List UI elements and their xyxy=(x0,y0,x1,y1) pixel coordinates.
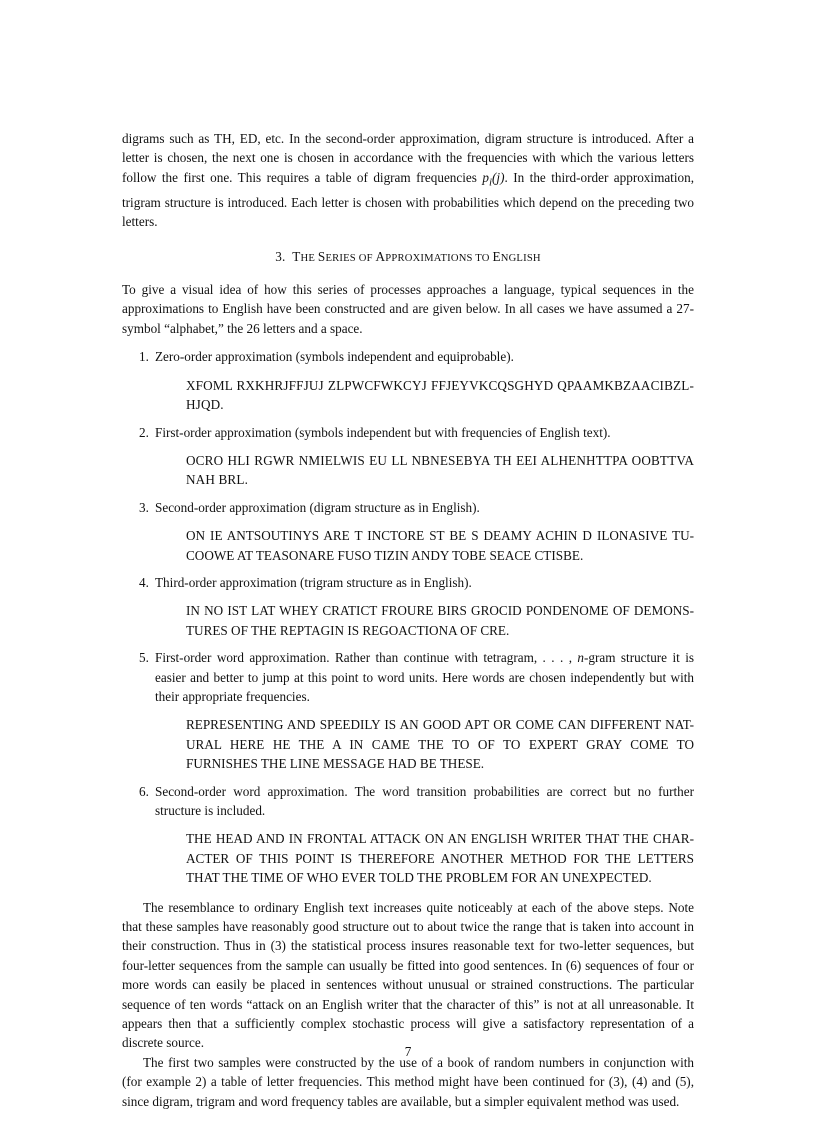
list-item xyxy=(122,498,694,565)
digram-frequency-symbol: $p_i(j)$ xyxy=(482,169,505,189)
item-number: 3. xyxy=(139,499,149,515)
section-number: 3. xyxy=(275,248,286,264)
item-number: 2. xyxy=(139,424,149,440)
section-heading xyxy=(122,247,694,268)
list-item xyxy=(122,648,694,773)
intro-paragraph: digrams such as TH, ED, etc. In the second-order approximation, digram structure is introduced. After a letter is chosen, the next one is chosen in accordance with the frequencies with which the various letters follow the first one. This requires a table of digram frequencies $p_i(j)$. In the third-order approximation, trigram structure is introduced. Each letter is chosen with probabilities which depend on the preceding two letters. xyxy=(122,131,694,230)
item-description: Zero-order approximation (symbols independent and equiprobable). xyxy=(155,349,514,365)
approximation-list xyxy=(122,347,694,887)
sample-text: ON IE ANTSOUTINYS ARE T INCTORE ST BE S DEAMY ACHIN D ILONASIVE TU-COOWE AT TEASONARE FUSO TIZIN ANDY TOBE SEACE CTISBE. xyxy=(186,528,694,563)
resemblance-paragraph: The resemblance to ordinary English text increases quite noticeably at each of the above steps. Note that these samples have reasonably good structure out to about twice the range that is taken into account in their construction. Thus in (3) the statistical process insures reasonable text for two-letter sequences, but four-letter sequences from the sample can usually be fitted into good sentences. In (6) sequences of four or more words can easily be placed in sentences without unusual or strained constructions. The particular sequence of ten words “attack on an English writer that the character of this” is not at all unreasonable. It appears then that a sufficiently complex stochastic process will give a satisfactory representation of a discrete source. xyxy=(122,899,694,1051)
method-paragraph: The first two samples were constructed by the use of a book of random numbers in conjunction with (for example 2) a table of letter frequencies. This method might have been continued for (3), (4) and (5), since digram, trigram and word frequency tables are available, but a simpler equivalent method was used. xyxy=(122,1054,694,1109)
sample-text: IN NO IST LAT WHEY CRATICT FROURE BIRS GROCID PONDENOME OF DEMONS-TURES OF THE REPTAGIN IS REGOACTIONA OF CRE. xyxy=(186,603,694,638)
list-item xyxy=(122,423,694,490)
sample-text: XFOML RXKHRJFFJUJ ZLPWCFWKCYJ FFJEYVKCQSGHYD QPAAMKBZAACIBZL-HJQD. xyxy=(186,377,694,413)
item-number: 6. xyxy=(139,783,149,799)
item-description: First-order approximation (symbols independent but with frequencies of English text). xyxy=(155,424,611,440)
sample-text: REPRESENTING AND SPEEDILY IS AN GOOD APT OR COME CAN DIFFERENT NAT-URAL HERE HE THE A IN CAME THE TO OF TO EXPERT GRAY COME TO FURNISHES THE LINE MESSAGE HAD BE THESE. xyxy=(186,717,694,772)
list-item xyxy=(122,573,694,640)
item-description: First-order word approximation. Rather than continue with tetragram, . . . , n-gram structure it is easier and better to jump at this point to word units. Here words are chosen independently but with their appropriate frequencies. xyxy=(155,650,694,704)
section-title: THE SERIES OF APPROXIMATIONS TO ENGLISH xyxy=(292,248,541,264)
item-number: 4. xyxy=(139,574,149,590)
section-intro-paragraph: To give a visual idea of how this series of processes approaches a language, typical sequences in the approximations to English have been constructed and are given below. In all cases we have assumed a 27-symbol “alphabet,” the 26 letters and a space. xyxy=(122,282,694,336)
sample-text: THE HEAD AND IN FRONTAL ATTACK ON AN ENGLISH WRITER THAT THE CHAR-ACTER OF THIS POINT IS THEREFORE ANOTHER METHOD FOR THE LETTERS THAT THE TIME OF WHO EVER TOLD THE PROBLEM FOR AN UNEXPECTED. xyxy=(186,831,694,886)
item-number: 5. xyxy=(139,650,149,666)
item-description: Second-order approximation (digram structure as in English). xyxy=(155,499,480,515)
page-number: 7 xyxy=(404,1044,412,1059)
list-item xyxy=(122,347,694,414)
item-number: 1. xyxy=(139,349,149,365)
item-description: Second-order word approximation. The word transition probabilities are correct but no further structure is included. xyxy=(155,783,694,819)
item-description: Third-order approximation (trigram structure as in English). xyxy=(155,574,472,590)
list-item xyxy=(122,782,694,888)
sample-text: OCRO HLI RGWR NMIELWIS EU LL NBNESEBYA TH EEI ALHENHTTPA OOBTTVA NAH BRL. xyxy=(186,452,694,488)
